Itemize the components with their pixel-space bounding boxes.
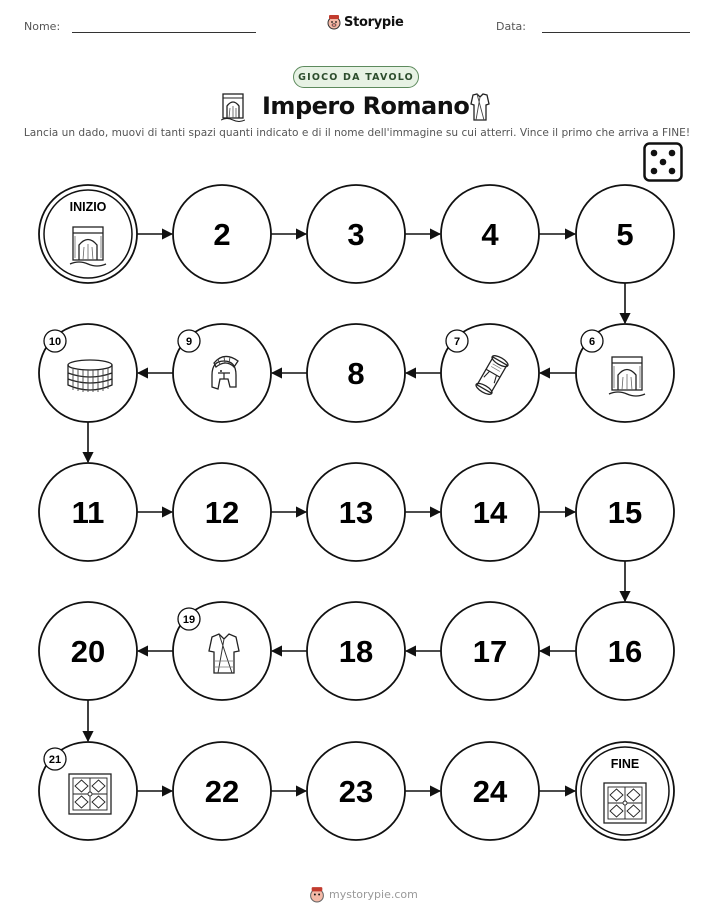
space-number: 2: [213, 217, 231, 252]
space-number: 14: [472, 495, 508, 530]
board-space-15: [576, 463, 674, 561]
board-space-21: [39, 742, 137, 840]
space-number: 15: [607, 495, 643, 530]
board-space-22: [173, 742, 271, 840]
board-space-13: [307, 463, 405, 561]
date-label: Data:: [496, 20, 526, 33]
space-number: 13: [338, 495, 374, 530]
space-number: 7: [453, 336, 461, 348]
board-space-9: [173, 324, 271, 422]
start-label: INIZIO: [69, 200, 107, 214]
space-number: 24: [472, 774, 508, 809]
space-number: 5: [616, 217, 634, 252]
category-badge: GIOCO DA TAVOLO: [293, 66, 419, 88]
board-space-24: [441, 742, 539, 840]
space-number: 8: [347, 356, 365, 391]
board-space-19: [173, 602, 271, 700]
footer-url: mystorypie.com: [329, 888, 418, 901]
board-space-12: [173, 463, 271, 561]
space-number: 22: [204, 774, 240, 809]
board-space-16: [576, 602, 674, 700]
board-space-14: [441, 463, 539, 561]
board-space-25: [576, 742, 674, 840]
board-space-10: [39, 324, 137, 422]
space-number: 10: [48, 336, 62, 348]
board-space-1: [39, 185, 137, 283]
board-space-6: [576, 324, 674, 422]
space-number: 12: [204, 495, 240, 530]
page-title: Impero Romano: [262, 92, 470, 120]
board-space-18: [307, 602, 405, 700]
footer: [309, 886, 418, 903]
board-space-7: [441, 324, 539, 422]
name-label: Nome:: [24, 20, 61, 33]
space-number: 21: [48, 754, 62, 766]
board-space-2: [173, 185, 271, 283]
board-space-17: [441, 602, 539, 700]
board-space-11: [39, 463, 137, 561]
space-number: 16: [607, 634, 643, 669]
board-space-8: [307, 324, 405, 422]
space-number: 19: [182, 614, 196, 626]
space-number: 23: [338, 774, 374, 809]
board-space-23: [307, 742, 405, 840]
pig-mascot-icon: [309, 886, 325, 903]
space-number: 6: [588, 336, 596, 348]
board-space-5: [576, 185, 674, 283]
board-space-20: [39, 602, 137, 700]
board-space-3: [307, 185, 405, 283]
space-number: 3: [347, 217, 365, 252]
space-number: 4: [481, 217, 499, 252]
space-number: 11: [71, 495, 105, 530]
space-number: 17: [472, 634, 508, 669]
board-space-4: [441, 185, 539, 283]
instructions-text: Lancia un dado, muovi di tanti spazi quanti indicato e di il nome dell'immagine su cui atterri. Vince il primo che arriva a FINE!: [23, 127, 691, 139]
space-number: 18: [338, 634, 374, 669]
brand-name: Storypie: [344, 14, 404, 30]
finish-label: FINE: [610, 757, 640, 771]
space-number: 9: [185, 336, 193, 348]
space-number: 20: [70, 634, 106, 669]
